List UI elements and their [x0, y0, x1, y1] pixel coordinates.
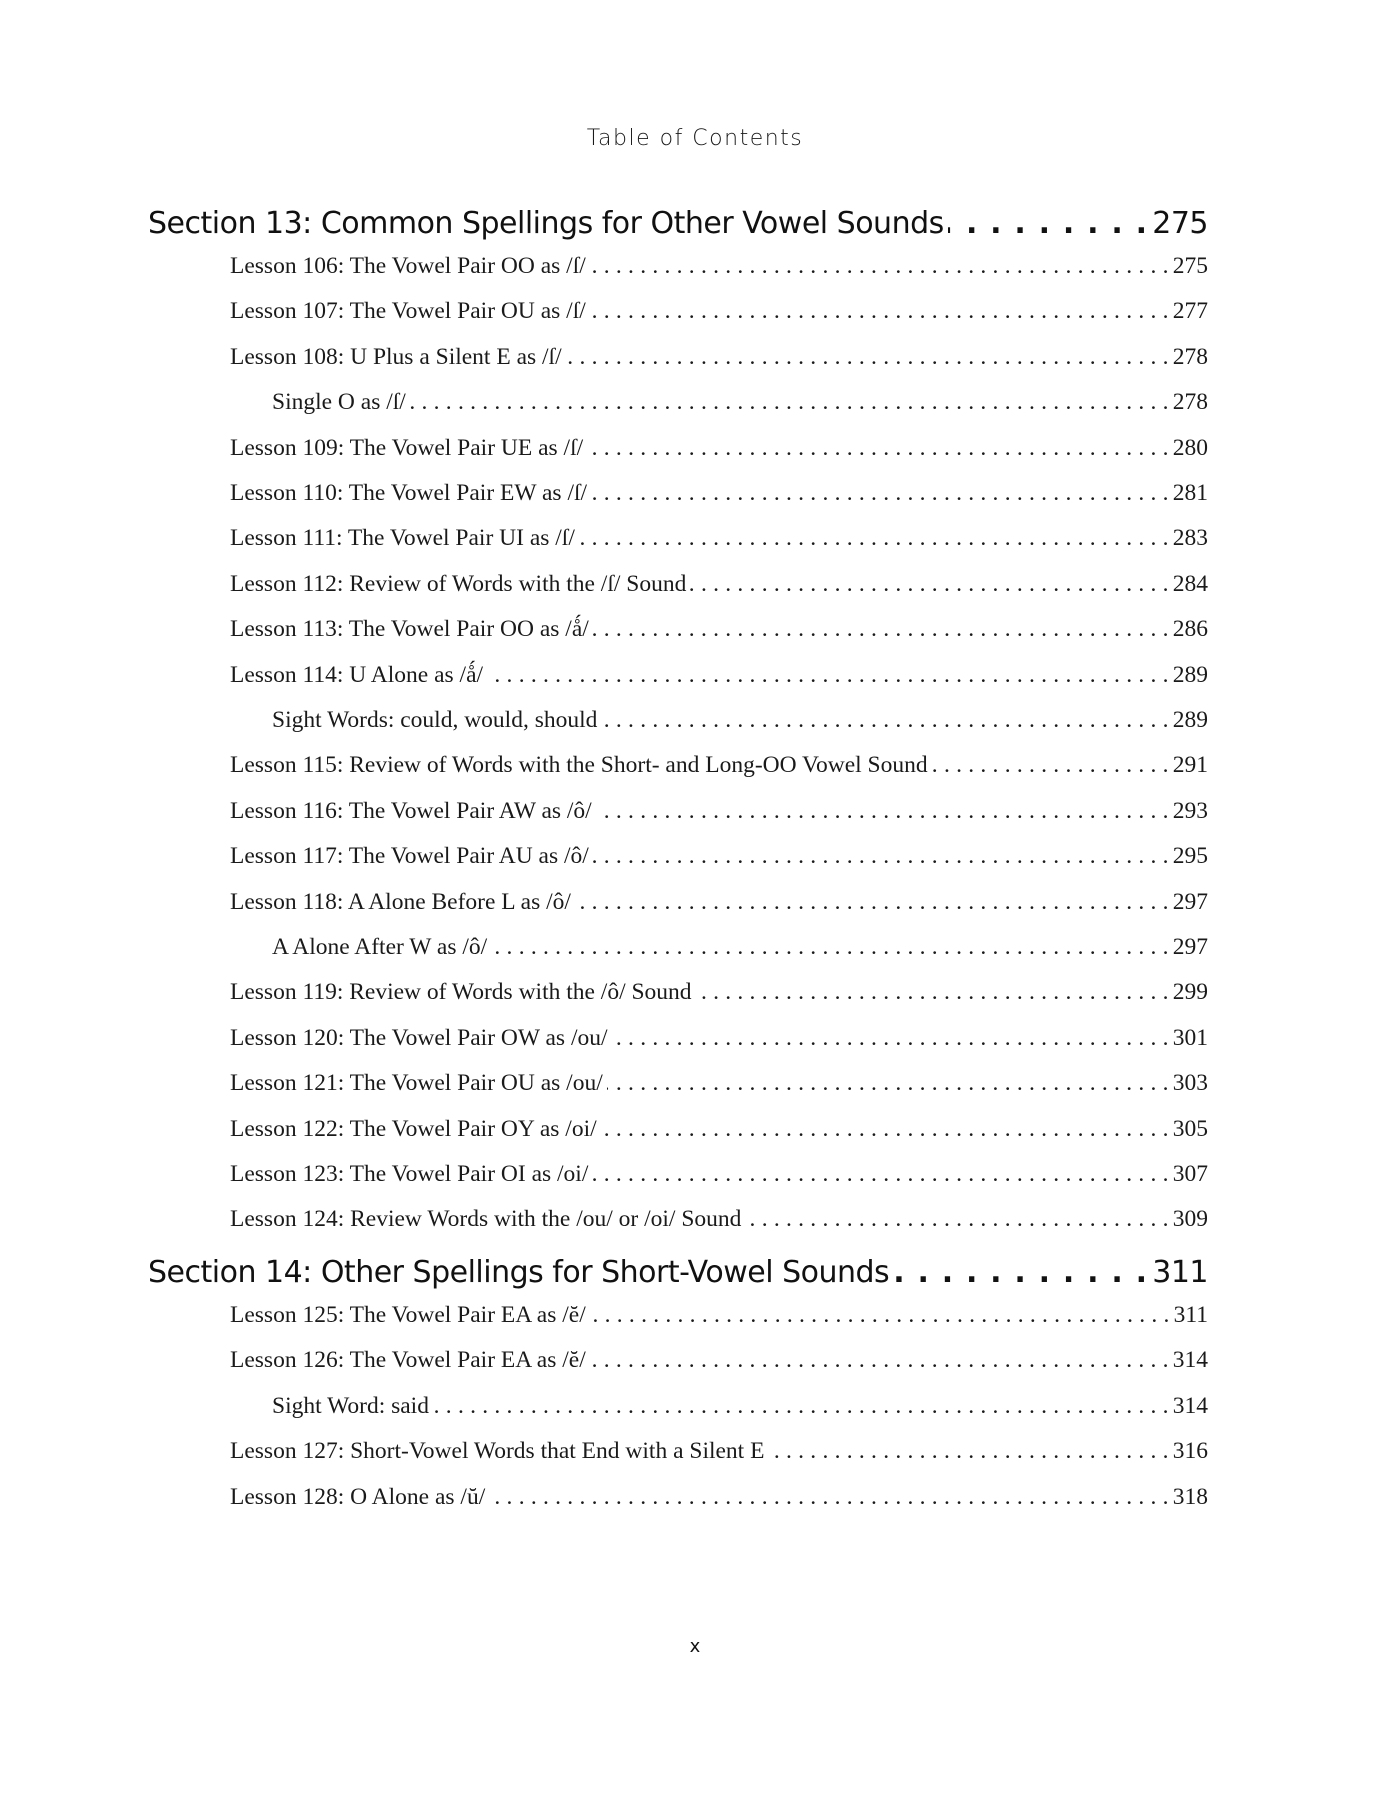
entry-title: Lesson 116: The Vowel Pair AW as /ô/: [230, 797, 592, 824]
entry-page-number: 280: [1172, 434, 1208, 461]
dot-leader: [590, 253, 1169, 280]
entry-title: Lesson 108: U Plus a Silent E as /ſ/: [230, 343, 562, 370]
entry-page-number: 281: [1172, 480, 1208, 506]
dot-leader: [579, 525, 1169, 552]
entry-page-number: 311: [1173, 1302, 1208, 1328]
toc-lesson-entry[interactable]: [230, 298, 1208, 325]
entry-page-number: 277: [1172, 298, 1208, 325]
entry-page-number: 318: [1172, 1483, 1208, 1510]
entry-title: Lesson 118: A Alone Before L as /ô/: [230, 888, 571, 915]
entry-title: Lesson 112: Review of Words with the /ſ/ Sound: [230, 570, 687, 597]
dot-leader: [596, 798, 1169, 825]
entry-title: Section 14: Other Spellings for Short-Vowel Sounds: [148, 1255, 890, 1290]
dot-leader: [410, 389, 1169, 416]
entry-title: Lesson 125: The Vowel Pair EA as /ĕ/: [230, 1302, 586, 1328]
entry-page-number: 309: [1172, 1206, 1208, 1233]
entry-title: Lesson 109: The Vowel Pair UE as /ſ/: [230, 434, 584, 461]
entry-title: Lesson 128: O Alone as /ŭ/: [230, 1483, 486, 1510]
entry-page-number: 297: [1172, 934, 1208, 960]
toc-subentry[interactable]: [272, 389, 1208, 416]
dot-leader: [587, 435, 1169, 462]
entry-page-number: 303: [1172, 1070, 1208, 1097]
dot-leader: [745, 1206, 1168, 1233]
toc-lesson-entry[interactable]: [230, 798, 1208, 825]
toc-subentry[interactable]: [272, 934, 1208, 961]
toc-section-entry[interactable]: [148, 1255, 1208, 1290]
entry-title: Sight Word: said: [272, 1392, 429, 1419]
toc-lesson-entry[interactable]: [230, 480, 1208, 507]
toc-section-entry[interactable]: [148, 206, 1208, 241]
entry-title: Sight Words: could, would, should: [272, 707, 598, 733]
toc-lesson-entry[interactable]: [230, 525, 1208, 552]
dot-leader: [696, 979, 1169, 1006]
entry-title: Lesson 120: The Vowel Pair OW as /ou/: [230, 1024, 608, 1051]
toc-lesson-entry[interactable]: [230, 1025, 1208, 1052]
toc-lesson-entry[interactable]: [230, 344, 1208, 371]
dot-leader: [489, 1484, 1169, 1511]
entry-page-number: 291: [1172, 752, 1208, 779]
entry-page-number: 316: [1172, 1438, 1208, 1465]
toc-lesson-entry[interactable]: [230, 253, 1208, 280]
toc-lesson-entry[interactable]: [230, 1161, 1208, 1188]
dot-leader: [590, 1347, 1169, 1374]
toc-lesson-entry[interactable]: [230, 1206, 1208, 1233]
dot-leader: [575, 889, 1169, 916]
toc-lesson-entry[interactable]: [230, 843, 1208, 870]
entry-page-number: 314: [1172, 1347, 1208, 1374]
entry-page-number: 293: [1172, 797, 1208, 824]
dot-leader: [593, 616, 1169, 643]
entry-title: Lesson 114: U Alone as /ǻ/: [230, 661, 484, 688]
entry-page-number: 289: [1172, 661, 1208, 688]
dot-leader: [590, 298, 1169, 325]
dot-leader: [566, 344, 1169, 371]
toc-lesson-entry[interactable]: [230, 889, 1208, 916]
entry-title: Lesson 122: The Vowel Pair OY as /oi/: [230, 1115, 597, 1142]
entry-page-number: 295: [1172, 843, 1208, 870]
entry-title: Single O as /ſ/: [272, 389, 406, 416]
entry-page-number: 275: [1152, 206, 1208, 241]
entry-title: Lesson 121: The Vowel Pair OU as /ou/: [230, 1070, 603, 1097]
entry-page-number: 314: [1172, 1392, 1208, 1419]
dot-leader: [932, 752, 1169, 779]
entry-title: Lesson 113: The Vowel Pair OO as /ǻ/: [230, 616, 589, 643]
entry-page-number: 289: [1172, 707, 1208, 733]
dot-leader: [593, 843, 1169, 870]
toc-lesson-entry[interactable]: [230, 979, 1208, 1006]
toc-subentry[interactable]: [272, 707, 1208, 734]
entry-title: Lesson 115: Review of Words with the Short- and Long-OO Vowel Sound: [230, 752, 928, 779]
toc-lesson-entry[interactable]: [230, 571, 1208, 598]
dot-leader: [607, 1070, 1169, 1097]
entry-title: Lesson 124: Review Words with the /ou/ or /oi/ Sound: [230, 1206, 742, 1233]
entry-title: Lesson 126: The Vowel Pair EA as /ĕ/: [230, 1347, 586, 1374]
dot-leader: [601, 1116, 1169, 1143]
entry-title: Lesson 107: The Vowel Pair OU as /ſ/: [230, 298, 586, 325]
dot-leader: [690, 571, 1168, 598]
entry-title: Lesson 127: Short-Vowel Words that End with a Silent E: [230, 1438, 765, 1465]
dot-leader: [768, 1438, 1168, 1465]
entry-page-number: 284: [1172, 570, 1208, 597]
dot-leader: [433, 1393, 1169, 1420]
entry-page-number: 305: [1172, 1115, 1208, 1142]
entry-page-number: 301: [1172, 1024, 1208, 1051]
entry-title: Section 13: Common Spellings for Other Vowel Sounds: [148, 206, 944, 241]
entry-title: Lesson 106: The Vowel Pair OO as /ſ/: [230, 253, 586, 279]
toc-lesson-entry[interactable]: [230, 662, 1208, 689]
entry-page-number: 297: [1172, 888, 1208, 915]
entry-page-number: 278: [1172, 389, 1208, 416]
dot-leader: [592, 1161, 1168, 1188]
entry-page-number: 275: [1172, 253, 1208, 279]
toc-lesson-entry[interactable]: [230, 1302, 1208, 1329]
entry-title: Lesson 110: The Vowel Pair EW as /ſ/: [230, 480, 588, 506]
dot-leader: [591, 480, 1169, 507]
entry-title: Lesson 123: The Vowel Pair OI as /oi/: [230, 1161, 589, 1187]
dot-leader: [601, 707, 1168, 734]
entry-page-number: 278: [1172, 343, 1208, 370]
entry-page-number: 286: [1172, 616, 1208, 643]
dot-leader: [590, 1302, 1170, 1329]
entry-title: Lesson 111: The Vowel Pair UI as /ſ/: [230, 525, 575, 552]
toc-lesson-entry[interactable]: [230, 1116, 1208, 1143]
running-head: Table of Contents: [586, 126, 804, 151]
page-number: x: [689, 1636, 701, 1657]
dot-leader: [487, 662, 1169, 689]
toc-lesson-entry[interactable]: [230, 1347, 1208, 1374]
entry-page-number: 311: [1152, 1255, 1208, 1290]
toc-lesson-entry[interactable]: [230, 752, 1208, 779]
toc-lesson-entry[interactable]: [230, 1070, 1208, 1097]
dot-leader: [893, 1255, 1148, 1290]
entry-page-number: 307: [1172, 1161, 1208, 1187]
entry-title: A Alone After W as /ô/: [272, 934, 488, 960]
entry-page-number: 283: [1172, 525, 1208, 552]
toc-lesson-entry[interactable]: [230, 616, 1208, 643]
dot-leader: [491, 934, 1169, 961]
entry-title: Lesson 119: Review of Words with the /ô/ Sound: [230, 979, 692, 1006]
entry-page-number: 299: [1172, 979, 1208, 1006]
toc-lesson-entry[interactable]: [230, 1438, 1208, 1465]
dot-leader: [948, 206, 1148, 241]
toc-lesson-entry[interactable]: [230, 435, 1208, 462]
toc-subentry[interactable]: [272, 1393, 1208, 1420]
toc-lesson-entry[interactable]: [230, 1484, 1208, 1511]
dot-leader: [612, 1025, 1169, 1052]
entry-title: Lesson 117: The Vowel Pair AU as /ô/: [230, 843, 589, 870]
